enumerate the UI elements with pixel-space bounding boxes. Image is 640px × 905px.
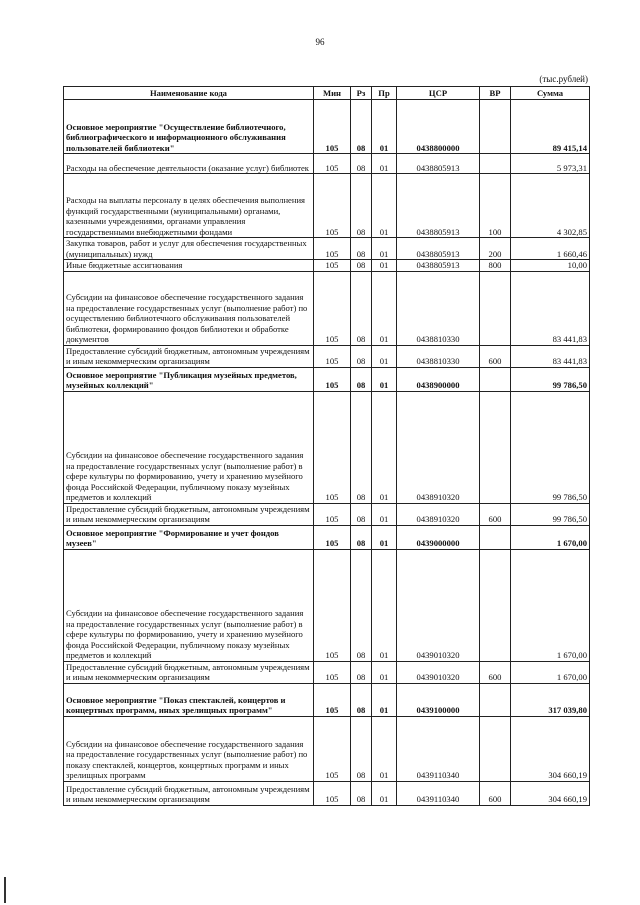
table-row xyxy=(64,525,590,549)
cell-csr: 0438810330 xyxy=(397,271,480,345)
cell-csr: 0438800000 xyxy=(397,100,480,154)
cell-pr: 01 xyxy=(372,661,397,683)
cell-sum: 1 660,46 xyxy=(511,238,590,260)
cell-name: Иные бюджетные ассигнования xyxy=(64,260,314,272)
cell-rz: 08 xyxy=(351,781,372,805)
cell-vr: 100 xyxy=(480,174,511,238)
cell-rz: 08 xyxy=(351,503,372,525)
cell-csr: 0438900000 xyxy=(397,367,480,391)
cell-min: 105 xyxy=(314,100,351,154)
cell-vr xyxy=(480,391,511,503)
column-header-min: Мин xyxy=(314,87,351,100)
cell-pr: 01 xyxy=(372,238,397,260)
cell-rz: 08 xyxy=(351,260,372,272)
cell-pr: 01 xyxy=(372,716,397,781)
cell-vr xyxy=(480,683,511,716)
cell-vr: 600 xyxy=(480,345,511,367)
cell-rz: 08 xyxy=(351,174,372,238)
cell-pr: 01 xyxy=(372,154,397,174)
cell-csr: 0439110340 xyxy=(397,716,480,781)
table-row xyxy=(64,661,590,683)
cell-rz: 08 xyxy=(351,100,372,154)
cell-csr: 0439100000 xyxy=(397,683,480,716)
cell-sum: 317 039,80 xyxy=(511,683,590,716)
cell-csr: 0438805913 xyxy=(397,154,480,174)
cell-min: 105 xyxy=(314,367,351,391)
table-body xyxy=(64,100,590,806)
table-row xyxy=(64,100,590,154)
cell-vr xyxy=(480,271,511,345)
cell-name: Субсидии на финансовое обеспечение государственного задания на предоставление государственных услуг (выполнение работ) в сфере культуры по формированию, учету и хранению музейного фонда Российской Федерации, публичному показу музейных предметов и коллекций xyxy=(64,549,314,661)
column-header-sum: Сумма xyxy=(511,87,590,100)
table-header-row xyxy=(64,87,590,100)
cell-pr: 01 xyxy=(372,549,397,661)
table-row xyxy=(64,345,590,367)
cell-name: Основное мероприятие "Осуществление библиотечного, библиографического и информационного обслуживания пользователей библиотеки" xyxy=(64,100,314,154)
cell-rz: 08 xyxy=(351,549,372,661)
table-row xyxy=(64,260,590,272)
cell-min: 105 xyxy=(314,683,351,716)
table-row xyxy=(64,154,590,174)
cell-rz: 08 xyxy=(351,716,372,781)
cell-min: 105 xyxy=(314,525,351,549)
cell-pr: 01 xyxy=(372,174,397,238)
cell-pr: 01 xyxy=(372,100,397,154)
table-row xyxy=(64,716,590,781)
cell-name: Предоставление субсидий бюджетным, автономным учреждениям и иным некоммерческим организациям xyxy=(64,661,314,683)
cell-sum: 99 786,50 xyxy=(511,367,590,391)
cell-sum: 10,00 xyxy=(511,260,590,272)
cell-vr: 200 xyxy=(480,238,511,260)
cell-sum: 5 973,31 xyxy=(511,154,590,174)
column-header-rz: Рз xyxy=(351,87,372,100)
cell-csr: 0438910320 xyxy=(397,503,480,525)
cell-min: 105 xyxy=(314,154,351,174)
cell-min: 105 xyxy=(314,260,351,272)
cell-csr: 0438810330 xyxy=(397,345,480,367)
cell-pr: 01 xyxy=(372,345,397,367)
cell-rz: 08 xyxy=(351,683,372,716)
cell-name: Основное мероприятие "Публикация музейных предметов, музейных коллекций" xyxy=(64,367,314,391)
cell-vr: 600 xyxy=(480,661,511,683)
page-number: 96 xyxy=(315,37,325,47)
table-row xyxy=(64,683,590,716)
cell-sum: 1 670,00 xyxy=(511,525,590,549)
column-header-csr: ЦСР xyxy=(397,87,480,100)
cell-name: Субсидии на финансовое обеспечение государственного задания на предоставление государственных услуг (выполнение работ) в сфере культуры по формированию, учету и хранению музейного фонда Российской Федерации, публичному показу музейных предметов и коллекций xyxy=(64,391,314,503)
cell-csr: 0438910320 xyxy=(397,391,480,503)
budget-table xyxy=(63,86,590,806)
table-row xyxy=(64,391,590,503)
cell-rz: 08 xyxy=(351,345,372,367)
cell-rz: 08 xyxy=(351,238,372,260)
cell-csr: 0438805913 xyxy=(397,238,480,260)
cell-rz: 08 xyxy=(351,154,372,174)
cell-csr: 0438805913 xyxy=(397,174,480,238)
cell-vr xyxy=(480,367,511,391)
cell-vr xyxy=(480,549,511,661)
cell-rz: 08 xyxy=(351,367,372,391)
column-header-name: Наименование кода xyxy=(64,87,314,100)
cell-rz: 08 xyxy=(351,271,372,345)
scan-edge-mark xyxy=(4,877,6,903)
cell-pr: 01 xyxy=(372,525,397,549)
cell-rz: 08 xyxy=(351,661,372,683)
cell-csr: 0438805913 xyxy=(397,260,480,272)
cell-min: 105 xyxy=(314,271,351,345)
cell-min: 105 xyxy=(314,174,351,238)
cell-sum: 1 670,00 xyxy=(511,661,590,683)
cell-vr: 800 xyxy=(480,260,511,272)
cell-pr: 01 xyxy=(372,271,397,345)
cell-sum: 83 441,83 xyxy=(511,345,590,367)
column-header-vr: ВР xyxy=(480,87,511,100)
cell-csr: 0439110340 xyxy=(397,781,480,805)
cell-name: Основное мероприятие "Показ спектаклей, концертов и концертных программ, иных зрелищных программ" xyxy=(64,683,314,716)
cell-pr: 01 xyxy=(372,683,397,716)
cell-min: 105 xyxy=(314,549,351,661)
cell-csr: 0439000000 xyxy=(397,525,480,549)
cell-min: 105 xyxy=(314,391,351,503)
cell-pr: 01 xyxy=(372,503,397,525)
column-header-pr: Пр xyxy=(372,87,397,100)
cell-sum: 89 415,14 xyxy=(511,100,590,154)
cell-name: Субсидии на финансовое обеспечение государственного задания на предоставление государственных услуг (выполнение работ) по показу спектаклей, концертов, концертных программ и иных зрелищных программ xyxy=(64,716,314,781)
cell-min: 105 xyxy=(314,716,351,781)
cell-name: Предоставление субсидий бюджетным, автономным учреждениям и иным некоммерческим организациям xyxy=(64,345,314,367)
table-row xyxy=(64,174,590,238)
cell-vr: 600 xyxy=(480,503,511,525)
cell-csr: 0439010320 xyxy=(397,661,480,683)
cell-sum: 304 660,19 xyxy=(511,716,590,781)
cell-sum: 4 302,85 xyxy=(511,174,590,238)
cell-sum: 1 670,00 xyxy=(511,549,590,661)
cell-min: 105 xyxy=(314,345,351,367)
cell-rz: 08 xyxy=(351,391,372,503)
table-row xyxy=(64,367,590,391)
cell-pr: 01 xyxy=(372,781,397,805)
cell-pr: 01 xyxy=(372,260,397,272)
cell-min: 105 xyxy=(314,661,351,683)
cell-pr: 01 xyxy=(372,367,397,391)
cell-min: 105 xyxy=(314,238,351,260)
cell-min: 105 xyxy=(314,781,351,805)
table-row xyxy=(64,503,590,525)
cell-name: Субсидии на финансовое обеспечение государственного задания на предоставление государственных услуг (выполнение работ) по осуществлению библиотечного обслуживания пользователей библиотеки, формированию фондов библиотеки и обработке документов xyxy=(64,271,314,345)
units-label: (тыс.рублей) xyxy=(539,74,588,84)
cell-sum: 99 786,50 xyxy=(511,503,590,525)
cell-name: Закупка товаров, работ и услуг для обеспечения государственных (муниципальных) нужд xyxy=(64,238,314,260)
cell-vr xyxy=(480,154,511,174)
cell-name: Расходы на выплаты персоналу в целях обеспечения выполнения функций государственными (муниципальными) органами, казенными учреждениями, органами управления государственными внебюджетными фондами xyxy=(64,174,314,238)
cell-sum: 304 660,19 xyxy=(511,781,590,805)
cell-csr: 0439010320 xyxy=(397,549,480,661)
cell-name: Основное мероприятие "Формирование и учет фондов музеев" xyxy=(64,525,314,549)
cell-name: Предоставление субсидий бюджетным, автономным учреждениям и иным некоммерческим организациям xyxy=(64,781,314,805)
cell-name: Расходы на обеспечение деятельности (оказание услуг) библиотек xyxy=(64,154,314,174)
cell-vr xyxy=(480,525,511,549)
cell-vr: 600 xyxy=(480,781,511,805)
cell-rz: 08 xyxy=(351,525,372,549)
cell-vr xyxy=(480,100,511,154)
table-row xyxy=(64,271,590,345)
cell-sum: 99 786,50 xyxy=(511,391,590,503)
cell-min: 105 xyxy=(314,503,351,525)
cell-pr: 01 xyxy=(372,391,397,503)
table-row xyxy=(64,238,590,260)
table-row xyxy=(64,781,590,805)
cell-name: Предоставление субсидий бюджетным, автономным учреждениям и иным некоммерческим организациям xyxy=(64,503,314,525)
table-row xyxy=(64,549,590,661)
cell-vr xyxy=(480,716,511,781)
cell-sum: 83 441,83 xyxy=(511,271,590,345)
